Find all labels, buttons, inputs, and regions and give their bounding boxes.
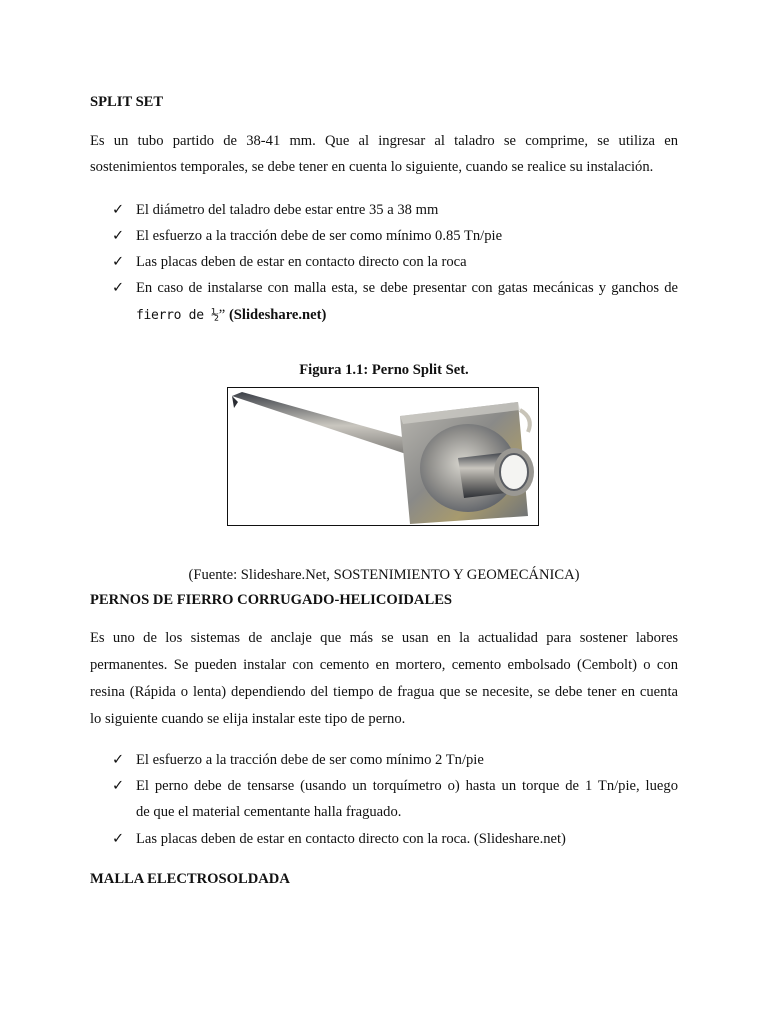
list-item-text: El esfuerzo a la tracción debe de ser como mínimo 2 Tn/pie (136, 752, 484, 768)
handwritten-text: fierro de ½ (136, 308, 219, 323)
checkmark-icon: ✓ (112, 778, 125, 794)
checkmark-icon: ✓ (112, 280, 125, 296)
figure-source: (Fuente: Slideshare.Net, SOSTENIMIENTO Y GEOMECÁNICA) (188, 566, 580, 583)
paragraph-line: resina (Rápida o lenta) dependiendo del tiempo de fragua que se necesite, se debe tener en cuenta (90, 684, 678, 700)
list-item-text: El perno debe de tensarse (usando un torquímetro o) hasta un torque de 1 Tn/pie, luego (136, 778, 678, 794)
paragraph-line: lo siguiente cuando se elija instalar este tipo de perno. (90, 711, 406, 727)
list-item-text: El esfuerzo a la tracción debe de ser como mínimo 0.85 Tn/pie (136, 228, 503, 244)
checkmark-icon: ✓ (112, 202, 125, 218)
list-item (112, 249, 678, 276)
list-item (112, 826, 678, 853)
source-citation: (Slideshare.net) (228, 307, 327, 323)
figure-caption: Figura 1.1: Perno Split Set. (299, 361, 469, 378)
list-item-continuation (112, 302, 678, 330)
checkmark-icon: ✓ (112, 752, 125, 768)
heading-malla-electrosoldada: MALLA ELECTROSOLDADA (90, 871, 290, 887)
list-item-text: Las placas deben de estar en contacto directo con la roca. (Slideshare.net) (136, 831, 566, 847)
list-item (112, 747, 678, 774)
list-item (112, 223, 678, 250)
paragraph-line: Es uno de los sistemas de anclaje que más se usan en la actualidad para sostener labores (90, 630, 678, 646)
list-item-text: El diámetro del taladro debe estar entre 35 a 38 mm (136, 202, 439, 218)
paragraph-line: Es un tubo partido de 38-41 mm. Que al ingresar al taladro se comprime, se utiliza en (90, 133, 678, 149)
heading-split-set: SPLIT SET (90, 94, 164, 110)
list-item (112, 275, 678, 302)
paragraph-line: permanentes. Se pueden instalar con cemento en mortero, cemento embolsado (Cembolt) o con (90, 657, 678, 673)
split-set-bolt-image (227, 387, 539, 526)
list-item-text: Las placas deben de estar en contacto directo con la roca (136, 254, 467, 270)
list-item-text: de que el material cementante halla fraguado. (136, 804, 402, 820)
list-item-text: En caso de instalarse con malla esta, se debe presentar con gatas mecánicas y ganchos de (136, 280, 678, 296)
checkmark-icon: ✓ (112, 831, 125, 847)
list-item (112, 197, 678, 224)
checkmark-icon: ✓ (112, 254, 125, 270)
heading-pernos-corrugado: PERNOS DE FIERRO CORRUGADO-HELICOIDALES (90, 592, 453, 608)
quote-mark: ” (218, 307, 229, 323)
paragraph-line: sostenimientos temporales, se debe tener en cuenta lo siguiente, cuando se realice su instalación. (90, 159, 654, 175)
list-item (112, 773, 678, 800)
checkmark-icon: ✓ (112, 228, 125, 244)
list-item-continuation (112, 799, 678, 826)
